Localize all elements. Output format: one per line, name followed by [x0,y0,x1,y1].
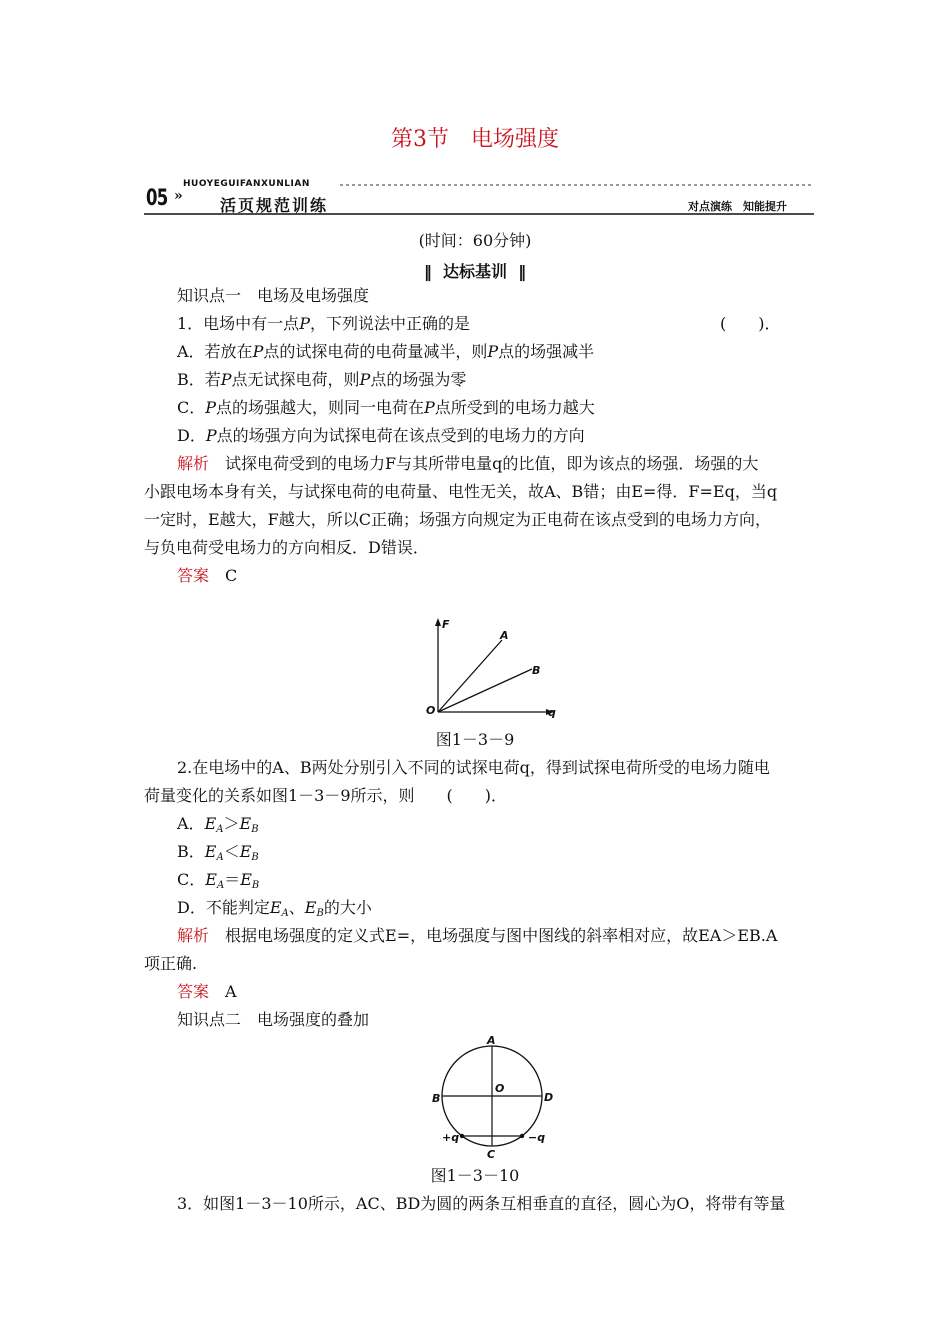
section-header [0,259,950,282]
q1-stem: 1．电场中有一点P，下列说法中正确的是 [177,314,470,333]
label-plus-q: +q [442,1131,460,1144]
line-a [438,640,502,712]
section-marker-right: ‖ [518,262,527,281]
label-a: A [500,629,509,642]
page-title: 第3节 电场强度 [391,127,559,152]
label-q: q [548,706,556,719]
q2-answer: 答案 A [177,982,237,1001]
analysis-label: 解析 [177,926,210,945]
q1-answer: 答案 C [177,566,238,585]
section-marker-left: ‖ [423,262,432,281]
banner-number: 05 [146,186,168,211]
q2-stem-line-2: 荷量变化的关系如图1－3－9所示，则 ( )． [144,786,508,805]
q3-stem: 3．如图1－3－10所示，AC、BD为圆的两条互相垂直的直径，圆心为O，将带有等量 [177,1194,786,1213]
answer-label: 答案 [177,982,210,1001]
banner-arrow-icon: » [174,188,183,204]
label-f: F [442,618,450,631]
positive-charge [460,1134,464,1138]
time-note: (时间：60分钟) [418,231,532,250]
figure-force-vs-charge [420,614,570,724]
q1-option-a: A．若放在P点的试探电荷的电荷量减半，则P点的场强减半 [177,342,595,361]
label-a: A [487,1034,496,1047]
label-b: B [432,1092,441,1105]
q1-option-b: B．若P点无试探电荷，则P点的场强为零 [177,370,467,389]
q1-analysis-line-1: 解析 试探电荷受到的电场力F与其所带电量q的比值，即为该点的场强．场强的大 [177,454,759,473]
q1-blank: ( )． [720,314,781,333]
section-title: 达标基训 [442,262,507,281]
analysis-label: 解析 [177,454,210,473]
figure-1-caption: 图1－3－9 [435,730,515,749]
q2-option-b: B．$E_A<E_B$ [177,842,259,863]
banner-heading: 活页规范训练 [220,196,329,215]
negative-charge [520,1134,524,1138]
line-b [438,669,532,712]
q2-analysis-line-1: 解析 根据电场强度的定义式E=，电场强度与图中图线的斜率相对应，故EA＞EB.A [177,926,778,945]
label-d: D [544,1091,554,1104]
y-axis-arrow [435,618,441,626]
q2-option-c: C．$E_A=E_B$ [177,870,260,891]
q1-analysis-line-4: 与负电荷受电场力的方向相反．D错误． [144,538,429,557]
label-o: O [495,1082,505,1095]
figure-circle-charges [420,1034,570,1164]
label-b: B [532,664,541,677]
knowledge-point-1: 知识点一 电场及电场强度 [177,286,370,305]
label-o: O [426,704,436,717]
knowledge-point-2: 知识点二 电场强度的叠加 [177,1010,370,1029]
q2-option-d: D．不能判定$E_A$、$E_B$的大小 [177,898,372,919]
label-minus-q: −q [528,1131,546,1144]
label-c: C [487,1148,496,1161]
q1-option-c: C．P点的场强越大，则同一电荷在P点所受到的电场力越大 [177,398,595,417]
banner-pinyin: HUOYEGUIFANXUNLIAN [183,179,310,189]
figure-2-caption: 图1－3－10 [430,1166,520,1185]
answer-label: 答案 [177,566,210,585]
q1-option-d: D．P点的场强方向为试探电荷在该点受到的电场力的方向 [177,426,585,445]
q1-analysis-line-3: 一定时，E越大，F越大，所以C正确；场强方向规定为正电荷在该点受到的电场力方向， [144,510,772,529]
banner-rules [144,180,814,216]
q2-option-a: A．$E_A>E_B$ [177,814,259,835]
q2-analysis-line-2: 项正确. [144,954,198,973]
banner-right-text: 对点演练 知能提升 [688,200,787,213]
q2-stem-line-1: 2.在电场中的A、B两处分别引入不同的试探电荷q，得到试探电荷所受的电场力随电 [177,758,770,777]
q1-analysis-line-2: 小跟电场本身有关，与试探电荷的电荷量、电性无关，故A、B错；由E=得．F=Eq，当q [144,482,778,501]
